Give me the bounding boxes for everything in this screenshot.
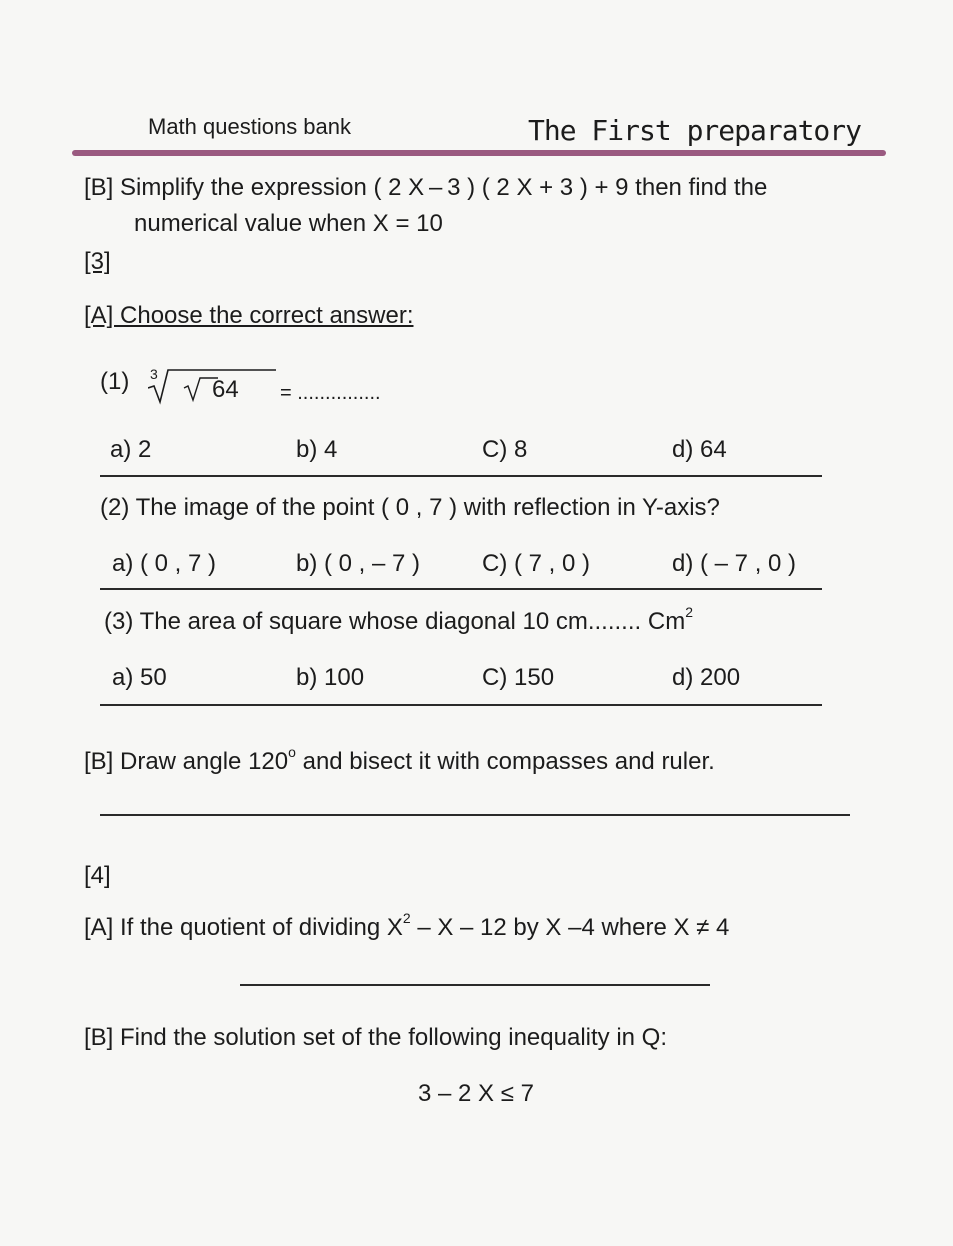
q1-option-c: C) 8 bbox=[482, 436, 528, 463]
radicand: 64 bbox=[212, 376, 239, 403]
q1-blank: = ............... bbox=[280, 382, 381, 404]
q3-text: (3) The area of square whose diagonal 10 cm........ Cm$^2$ bbox=[104, 604, 693, 635]
header-right-title: The First preparatory bbox=[528, 114, 862, 147]
divider-1 bbox=[100, 475, 822, 477]
section-3-label: [3] bbox=[84, 248, 111, 275]
q2-option-b: b) ( 0 , – 7 ) bbox=[296, 550, 421, 577]
q3-option-a: a) 50 bbox=[112, 664, 167, 691]
divider-4 bbox=[100, 814, 850, 816]
q3-option-d: d) 200 bbox=[672, 664, 741, 691]
q1-option-d: d) 64 bbox=[672, 436, 727, 463]
header-divider bbox=[72, 150, 886, 156]
q3a-heading: [A] Choose the correct answer: bbox=[84, 302, 414, 329]
q1-option-b: b) 4 bbox=[296, 436, 338, 463]
q4a-text: [A] If the quotient of dividing $X^2$ – X – 12 by X –4 where X ≠ 4 bbox=[84, 910, 730, 941]
q3-option-b: b) 100 bbox=[296, 664, 365, 691]
q1-option-a: a) 2 bbox=[110, 436, 152, 463]
inequality: 3 – 2 X ≤ 7 bbox=[418, 1080, 534, 1107]
section-4-label: [4] bbox=[84, 862, 111, 889]
q3-option-c: C) 150 bbox=[482, 664, 555, 691]
q2-option-c: C) ( 7 , 0 ) bbox=[482, 550, 591, 577]
q2-option-a: a) ( 0 , 7 ) bbox=[112, 550, 217, 577]
q3b-text: [B] Draw angle 120$^o$ and bisect it with compasses and ruler. bbox=[84, 744, 715, 775]
q2-text: (2) The image of the point ( 0 , 7 ) with reflection in Y-axis? bbox=[100, 494, 720, 521]
q4b-text: [B] Find the solution set of the following inequality in Q: bbox=[84, 1024, 667, 1051]
q2-option-d: d) ( – 7 , 0 ) bbox=[672, 550, 797, 577]
q2b-line1: [B] Simplify the expression ( 2 X – 3 ) ( 2 X + 3 ) + 9 then find the bbox=[84, 174, 768, 201]
answer-line bbox=[240, 984, 710, 986]
divider-2 bbox=[100, 588, 822, 590]
q2b-line2: numerical value when X = 10 bbox=[134, 210, 443, 237]
header-left-title: Math questions bank bbox=[148, 114, 352, 139]
q1-number: (1) bbox=[100, 368, 130, 395]
root-index: 3 bbox=[150, 366, 158, 382]
divider-3 bbox=[100, 704, 822, 706]
